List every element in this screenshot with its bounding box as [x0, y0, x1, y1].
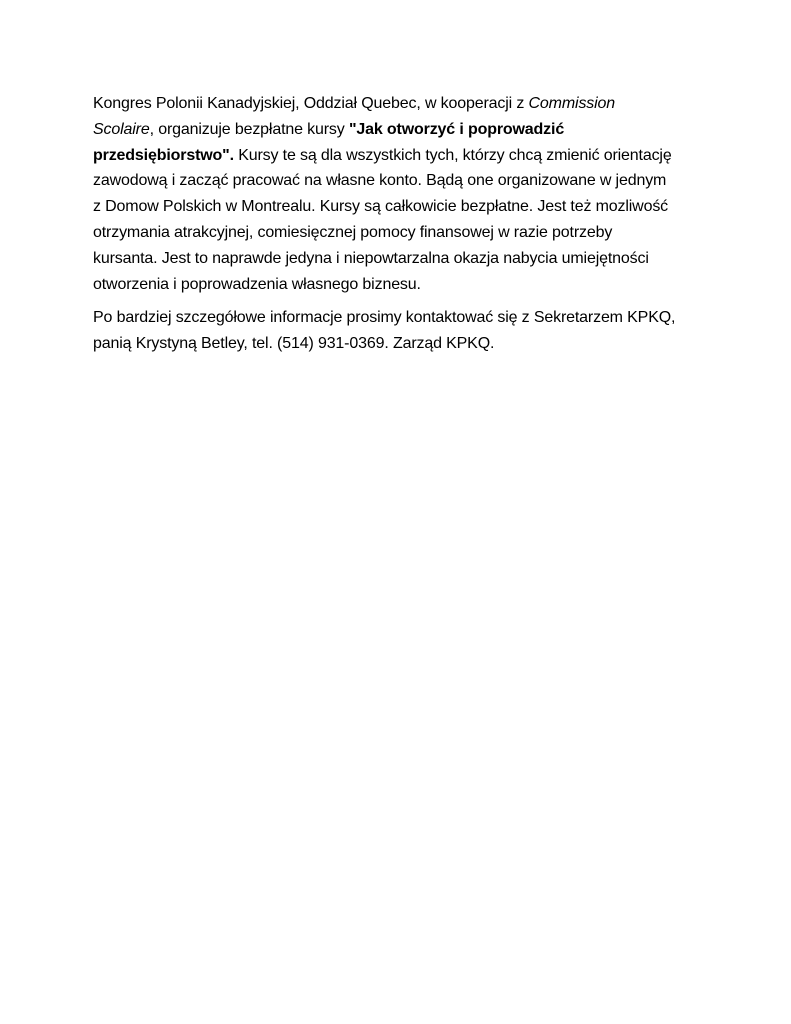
- document-body: [93, 91, 705, 357]
- text-line: [93, 117, 705, 143]
- text-line: [93, 91, 705, 117]
- contact-paragraph: [93, 305, 705, 357]
- text-line: z Domow Polskich w Montrealu. Kursy są całkowicie bezpłatne. Jest też mozliwość: [93, 198, 669, 216]
- text-line: otrzymania atrakcyjnej, comiesięcznej pomocy finansowej w razie potrzeby: [93, 223, 613, 241]
- announcement-paragraph: [93, 91, 705, 297]
- text-line: zawodową i zacząć pracować na własne konto. Bądą one organizowane w jednym: [93, 172, 667, 190]
- bold-text: "Jak otworzyć i poprowadzić: [348, 120, 565, 138]
- text-run: , organizuje bezpłatne kursy: [149, 120, 349, 138]
- text-run: Kongres Polonii Kanadyjskiej, Oddział Quebec, w kooperacji z: [93, 95, 529, 112]
- italic-text: Commission: [528, 95, 616, 112]
- text-line: kursanta. Jest to naprawde jedyna i niepowtarzalna okazja nabycia umiejętności: [93, 249, 649, 267]
- text-line: Po bardziej szczegółowe informacje prosimy kontaktować się z Sekretarzem KPKQ,: [93, 309, 676, 327]
- text-run: Kursy te są dla wszystkich tych, którzy chcą zmienić orientację: [233, 146, 672, 164]
- text-line: otworzenia i poprowadzenia własnego biznesu.: [93, 275, 421, 293]
- text-line: [93, 143, 705, 169]
- text-line: panią Krystyną Betley, tel. (514) 931-0369. Zarząd KPKQ.: [93, 335, 495, 353]
- italic-text: Scolaire: [93, 120, 150, 138]
- bold-text: przedsiębiorstwo".: [93, 146, 234, 164]
